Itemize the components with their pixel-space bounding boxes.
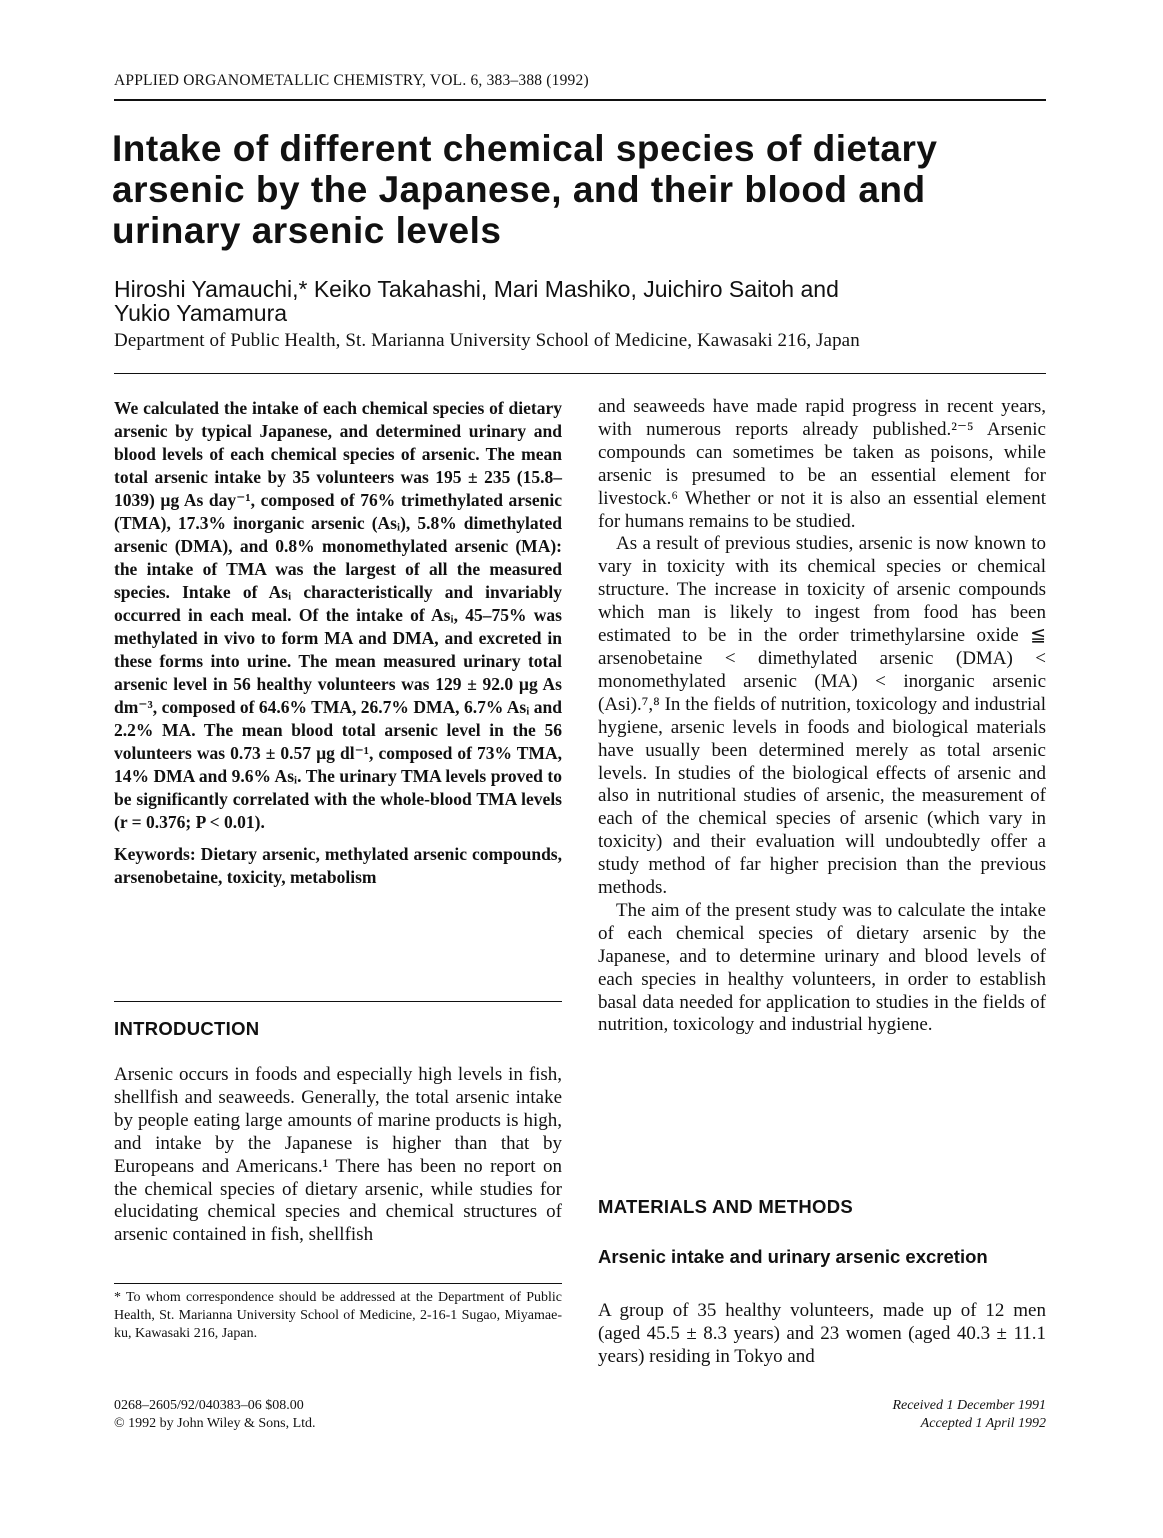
correspondence-footnote: * To whom correspondence should be addressed at the Department of Public Health, St. Marianna University School of Medicine, 2-16-1 Sugao, Miyamae-ku, Kawasaki 216, Japan. — [114, 1290, 562, 1341]
accepted-date: Accepted 1 April 1992 — [920, 1416, 1046, 1431]
running-head: APPLIED ORGANOMETALLIC CHEMISTRY, VOL. 6, 383–388 (1992) — [114, 72, 589, 89]
paragraph: As a result of previous studies, arsenic is now known to vary in toxicity with its chemical species or chemical structure. The increase in toxicity of arsenic compounds which man is likely to ingest from food has been estimated to be in the order trimethylarsine oxide ≦ arsenobetaine < dimethylated arsenic (DMA) < monomethylated arsenic (MA) < inorganic arsenic (Asi).⁷,⁸ In the fields of nutrition, toxicology and industrial hygiene, arsenic levels in foods and biological materials have usually been determined merely as total arsenic levels. In studies of the biological effects of arsenic and also in nutritional studies of arsenic, the measurement of each of the chemical species of arsenic (which vary in toxicity) and their evaluation will undoubtedly offer a study method of far higher precision than the previous methods. — [598, 533, 1046, 899]
abstract-rule — [114, 373, 1046, 374]
methods-heading: MATERIALS AND METHODS — [598, 1196, 854, 1217]
paragraph-continued: and seaweeds have made rapid progress in recent years, with numerous reports already published.²⁻⁵ Arsenic compounds can sometimes be taken as poisons, while arsenic is presumed to be an essential element for livestock.⁶ Whether or not it is also an essential element for humans remains to be studied. — [598, 396, 1046, 532]
abstract — [114, 397, 562, 889]
keywords: Keywords: Dietary arsenic, methylated arsenic compounds, arsenobetaine, toxicity, metabolism — [114, 844, 562, 887]
title-line: Intake of different chemical species of dietary — [112, 128, 938, 169]
abstract-end-rule — [114, 1001, 562, 1002]
paragraph: A group of 35 healthy volunteers, made up of 12 men (aged 45.5 ± 8.3 years) and 23 women (aged 40.3 ± 11.1 years) residing in Tokyo and — [598, 1300, 1046, 1367]
author-list — [114, 277, 1044, 325]
abstract-text: We calculated the intake of each chemical species of dietary arsenic by typical Japanese, and determined urinary and blood levels of each chemical species of arsenic. The mean total arsenic intake by 35 volunteers was 195 ± 235 (15.8–1039) µg As day⁻¹, composed of 76% trimethylated arsenic (TMA), 17.3% inorganic arsenic (Asᵢ), 5.8% dimethylated arsenic (DMA), and 0.8% monomethylated arsenic (MA): the intake of TMA was the largest of all the measured species. Intake of Asᵢ characteristically and invariably occurred in each meal. Of the intake of Asᵢ, 45–75% was methylated in vivo to form MA and DMA, and excreted in these forms into urine. The mean measured urinary total arsenic level in 56 healthy volunteers was 129 ± 92.0 µg As dm⁻³, composed of 64.6% TMA, 26.7% DMA, 6.7% Asᵢ and 2.2% MA. The mean blood total arsenic level in the 56 volunteers was 0.73 ± 0.57 µg dl⁻¹, composed of 73% TMA, 14% DMA and 9.6% Asᵢ. The urinary TMA levels proved to be significantly correlated with the whole-blood TMA levels (r = 0.376; P < 0.01). — [114, 398, 562, 832]
issn-price: 0268–2605/92/040383–06 $08.00 — [114, 1398, 304, 1413]
received-date: Received 1 December 1991 — [892, 1398, 1046, 1413]
article-title — [112, 128, 1052, 251]
methods-body — [598, 1300, 1046, 1369]
copyright: © 1992 by John Wiley & Sons, Ltd. — [114, 1416, 316, 1431]
title-line: urinary arsenic levels — [112, 210, 502, 251]
paragraph: Arsenic occurs in foods and especially high levels in fish, shellfish and seaweeds. Generally, the total arsenic intake by people eating large amounts of marine products is high, and intake by the Japanese is higher than that by Europeans and Americans.¹ There has been no report on the chemical species of dietary arsenic, while studies for elucidating chemical species and chemical structures of arsenic contained in fish, shellfish — [114, 1064, 562, 1246]
methods-subheading: Arsenic intake and urinary arsenic excretion — [598, 1246, 988, 1267]
introduction-body-right — [598, 396, 1046, 1037]
introduction-body-left — [114, 1064, 562, 1247]
header-rule — [114, 99, 1046, 101]
author-line: Hiroshi Yamauchi,* Keiko Takahashi, Mari Mashiko, Juichiro Saitoh and — [114, 276, 839, 302]
title-line: arsenic by the Japanese, and their blood and — [112, 169, 926, 210]
paragraph: The aim of the present study was to calculate the intake of each chemical species of dietary arsenic by the Japanese, and to determine urinary and blood levels of each species in healthy volunteers, in order to establish basal data needed for application to studies in the fields of nutrition, toxicology and industrial hygiene. — [598, 899, 1046, 1036]
introduction-heading: INTRODUCTION — [114, 1018, 260, 1039]
footnote-rule — [114, 1283, 562, 1284]
author-line: Yukio Yamamura — [114, 300, 288, 326]
affiliation: Department of Public Health, St. Marianna University School of Medicine, Kawasaki 216, Japan — [114, 330, 860, 351]
